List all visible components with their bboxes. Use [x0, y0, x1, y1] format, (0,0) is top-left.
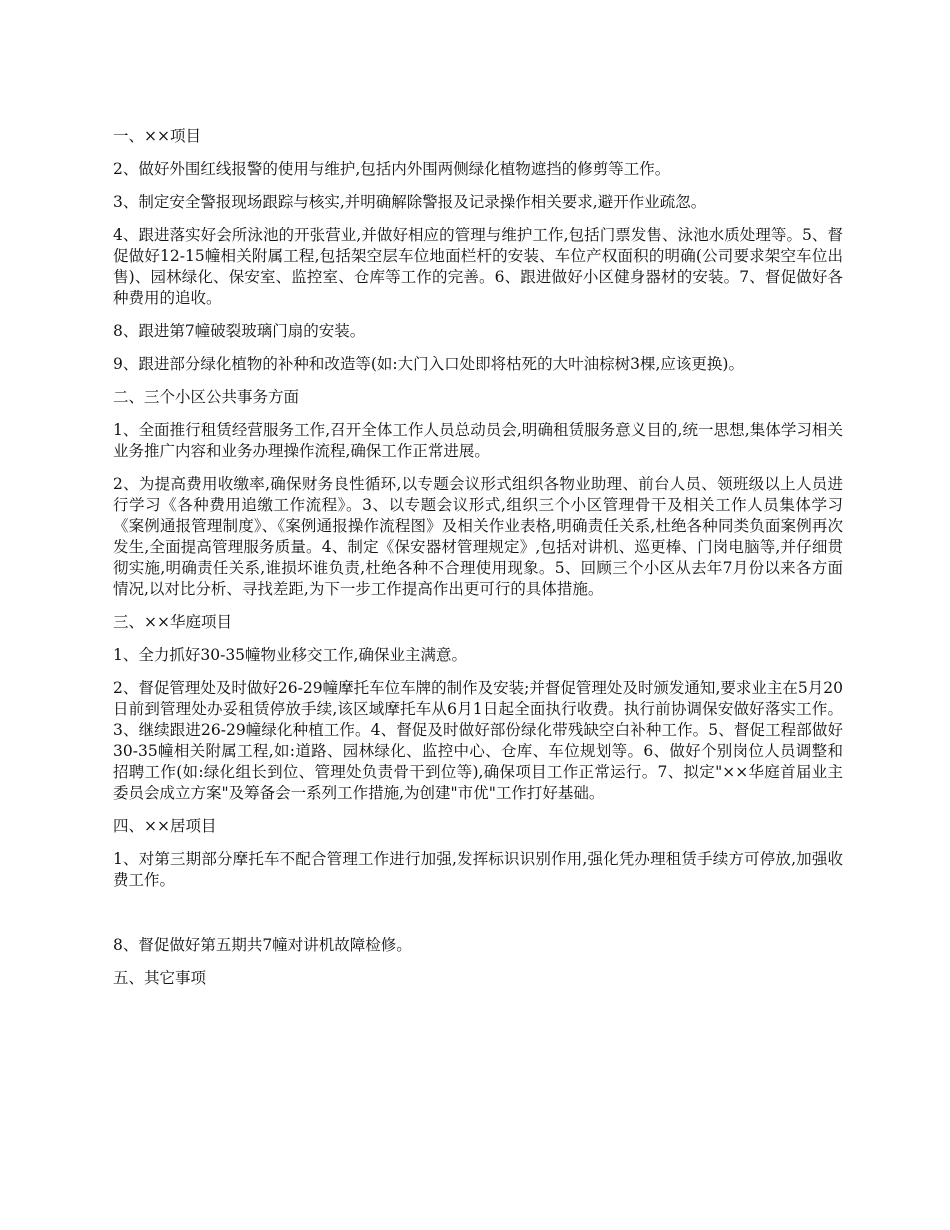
section-heading-3: 三、××华庭项目	[113, 613, 232, 631]
section-heading-2: 二、三个小区公共事务方面	[113, 388, 300, 406]
paragraph: 8、跟进第7幢破裂玻璃门扇的安装。	[113, 322, 366, 340]
paragraph: 2、做好外围红线报警的使用与维护,包括内外围两侧绿化植物遮挡的修剪等工作。	[113, 160, 671, 178]
paragraph: 4、跟进落实好会所泳池的开张营业,并做好相应的管理与维护工作,包括门票发售、泳池水质处理等。5、督促做好12-15幢相关附属工程,包括架空层车位地面栏杆的安装、车位产权面积的明确(公司要求架空车位出售)、园林绿化、保安室、监控室、仓库等工作的完善。6、跟进做好小区健身器材的安装。7、督促做好各种费用的追收。	[113, 226, 843, 307]
paragraph: 1、全面推行租赁经营服务工作,召开全体工作人员总动员会,明确租赁服务意义目的,统一思想,集体学习相关业务推广内容和业务办理操作流程,确保工作正常进展。	[113, 421, 843, 460]
section-heading-4: 四、××居项目	[113, 817, 217, 835]
paragraph: 8、督促做好第五期共7幢对讲机故障检修。	[113, 936, 412, 954]
paragraph: 2、督促管理处及时做好26-29幢摩托车位车牌的制作及安装;并督促管理处及时颁发通知,要求业主在5月20日前到管理处办妥租赁停放手续,该区域摩托车从6月1日起全面执行收费。执行前协调保安做好落实工作。3、继续跟进26-29幢绿化种植工作。4、督促及时做好部份绿化带残缺空白补种工作。5、督促工程部做好30-35幢相关附属工程,如:道路、园林绿化、监控中心、仓库、车位规划等。6、做好个别岗位人员调整和招聘工作(如:绿化组长到位、管理处负责骨干到位等),确保项目工作正常运行。7、拟定"××华庭首届业主委员会成立方案"及筹备会一系列工作措施,为创建"市优"工作打好基础。	[113, 679, 843, 802]
document-body	[113, 126, 843, 1001]
paragraph: 1、全力抓好30-35幢物业移交工作,确保业主满意。	[113, 646, 467, 664]
paragraph: 1、对第三期部分摩托车不配合管理工作进行加强,发挥标识识别作用,强化凭办理租赁手续方可停放,加强收费工作。	[113, 850, 843, 889]
paragraph: 3、制定安全警报现场跟踪与核实,并明确解除警报及记录操作相关要求,避开作业疏忽。	[113, 193, 707, 211]
paragraph: 2、为提高费用收缴率,确保财务良性循环,以专题会议形式组织各物业助理、前台人员、领班级以上人员进行学习《各种费用追缴工作流程》。3、以专题会议形式,组织三个小区管理骨干及相关工作人员集体学习《案例通报管理制度》、《案例通报操作流程图》及相关作业表格,明确责任关系,杜绝各种同类负面案例再次发生,全面提高管理服务质量。4、制定《保安器材管理规定》,包括对讲机、巡更棒、门岗电脑等,并仔细贯彻实施,明确责任关系,谁损坏谁负责,杜绝各种不合理使用现象。5、回顾三个小区从去年7月份以来各方面情况,以对比分析、寻找差距,为下一步工作提高作出更可行的具体措施。	[113, 475, 843, 598]
section-heading-1: 一、××项目	[113, 127, 201, 145]
paragraph: 9、跟进部分绿化植物的补种和改造等(如:大门入口处即将枯死的大叶油棕树3棵,应该更换)。	[113, 355, 744, 373]
section-heading-5: 五、其它事项	[113, 969, 207, 987]
